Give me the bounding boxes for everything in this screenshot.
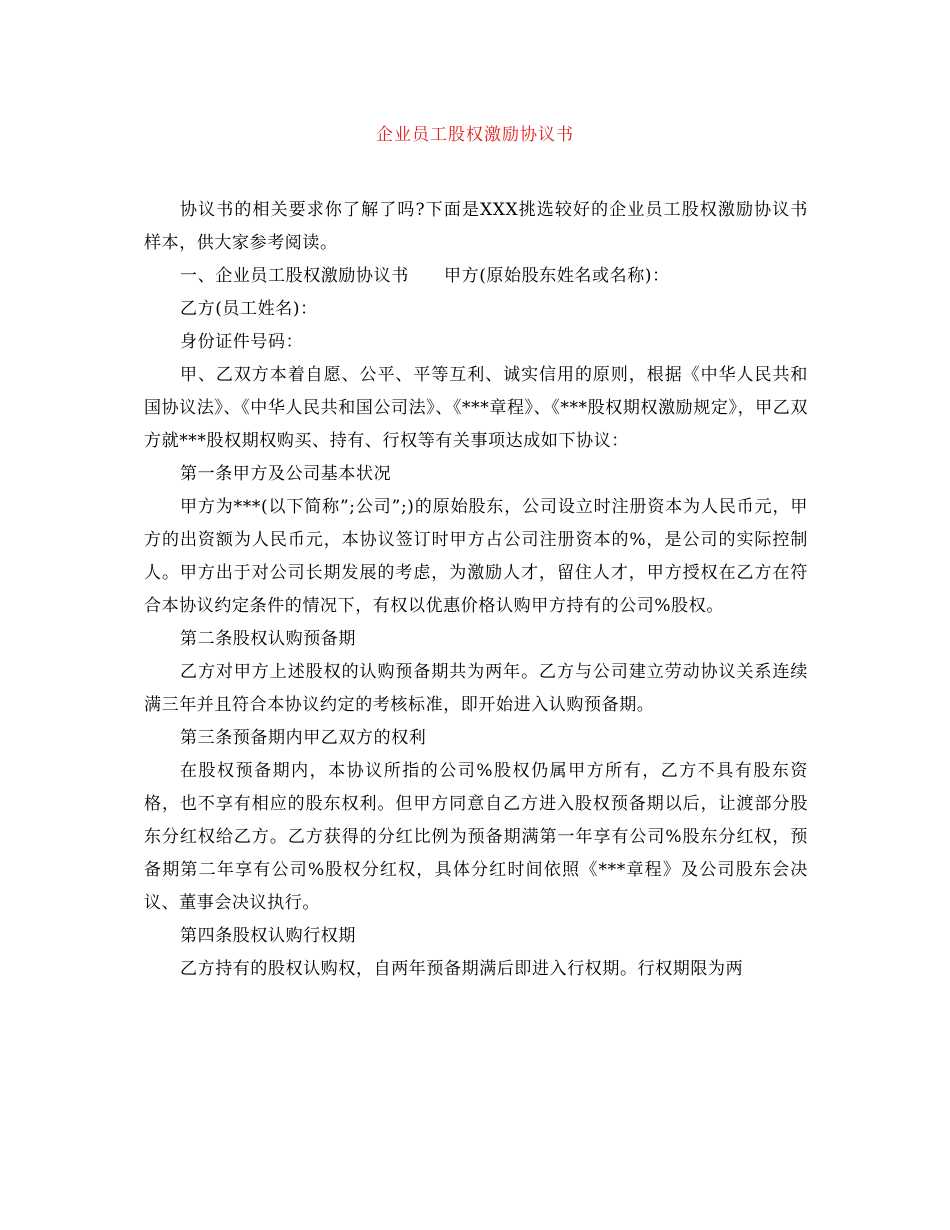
article-1-heading: 第一条甲方及公司基本状况 <box>180 464 392 484</box>
article-2-text: 乙方对甲方上述股权的认购预备期共为两年。乙方与公司建立劳动协议关系连续满三年并且符合本协议约定的考核标准，即开始进入认购预备期。 <box>144 662 808 715</box>
article-4-heading: 第四条股权认购行权期 <box>180 926 356 946</box>
paragraph-id-number: 身份证件号码： <box>180 332 304 352</box>
article-3-heading: 第三条预备期内甲乙双方的权利 <box>180 728 427 748</box>
paragraph-party-a: 一、企业员工股权激励协议书 甲方(原始股东姓名或名称)： <box>180 266 670 286</box>
paragraph-party-b: 乙方(员工姓名)： <box>180 299 318 319</box>
paragraph-intro: 协议书的相关要求你了解了吗?下面是XXX挑选较好的企业员工股权激励协议书样本，供大家参考阅读。 <box>144 200 808 253</box>
document-body <box>144 194 808 986</box>
paragraph-preamble: 甲、乙双方本着自愿、公平、平等互利、诚实信用的原则，根据《中华人民共和国协议法》、《中华人民共和国公司法》、《***章程》、《***股权期权激励规定》，甲乙双方就***股权期权购买、持有、行权等有关事项达成如下协议： <box>144 365 808 451</box>
article-2-heading: 第二条股权认购预备期 <box>180 629 356 649</box>
document-title: 企业员工股权激励协议书 <box>376 125 574 145</box>
article-1-text: 甲方为***(以下简称”;公司”;)的原始股东，公司设立时注册资本为人民币元，甲方的出资额为人民币元，本协议签订时甲方占公司注册资本的%，是公司的实际控制人。甲方出于对公司长期发展的考虑，为激励人才，留住人才，甲方授权在乙方在符合本协议约定条件的情况下，有权以优惠价格认购甲方持有的公司%股权。 <box>144 497 808 616</box>
article-3-text: 在股权预备期内，本协议所指的公司%股权仍属甲方所有，乙方不具有股东资格，也不享有相应的股东权利。但甲方同意自乙方进入股权预备期以后，让渡部分股东分红权给乙方。乙方获得的分红比例为预备期满第一年享有公司%股东分红权，预备期第二年享有公司%股权分红权，具体分红时间依照《***章程》及公司股东会决议、董事会决议执行。 <box>144 761 808 913</box>
article-4-text: 乙方持有的股权认购权，自两年预备期满后即进入行权期。行权期限为两 <box>180 959 744 979</box>
